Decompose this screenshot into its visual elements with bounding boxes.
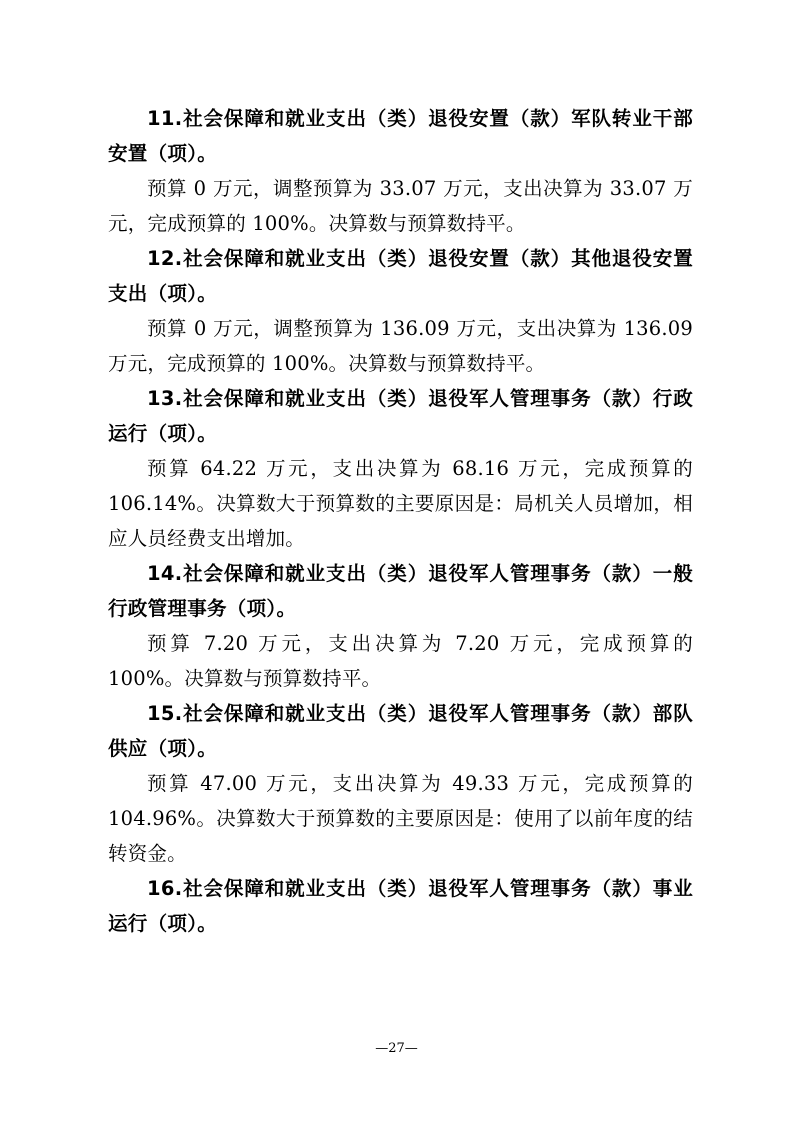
section-heading: 16.社会保障和就业支出（类）退役军人管理事务（款）事业运行（项）。	[108, 877, 693, 935]
section-heading: 11.社会保障和就业支出（类）退役安置（款）军队转业干部安置（项）。	[108, 107, 693, 165]
section-paragraph: 预算 0 万元，调整预算为 136.09 万元，支出决算为 136.09 万元，完成预算的 100%。决算数与预算数持平。	[108, 317, 693, 375]
section-heading: 14.社会保障和就业支出（类）退役军人管理事务（款）一般行政管理事务（项）。	[108, 562, 693, 620]
section-15	[108, 696, 693, 871]
section-heading: 12.社会保障和就业支出（类）退役安置（款）其他退役安置支出（项）。	[108, 247, 693, 305]
section-paragraph: 预算 64.22 万元，支出决算为 68.16 万元，完成预算的 106.14%。决算数大于预算数的主要原因是：局机关人员增加，相应人员经费支出增加。	[108, 457, 693, 550]
section-13	[108, 381, 693, 556]
section-11	[108, 101, 693, 241]
section-paragraph: 预算 47.00 万元，支出决算为 49.33 万元，完成预算的 104.96%。决算数大于预算数的主要原因是：使用了以前年度的结转资金。	[108, 772, 693, 865]
document-body	[108, 101, 693, 941]
section-heading: 15.社会保障和就业支出（类）退役军人管理事务（款）部队供应（项）。	[108, 702, 693, 760]
section-paragraph: 预算 7.20 万元，支出决算为 7.20 万元，完成预算的 100%。决算数与预算数持平。	[108, 632, 693, 690]
section-paragraph: 预算 0 万元，调整预算为 33.07 万元，支出决算为 33.07 万元，完成预算的 100%。决算数与预算数持平。	[108, 177, 693, 235]
section-heading: 13.社会保障和就业支出（类）退役军人管理事务（款）行政运行（项）。	[108, 387, 693, 445]
section-16	[108, 871, 693, 941]
section-12	[108, 241, 693, 381]
section-14	[108, 556, 693, 696]
page-number: —27—	[375, 1041, 418, 1056]
